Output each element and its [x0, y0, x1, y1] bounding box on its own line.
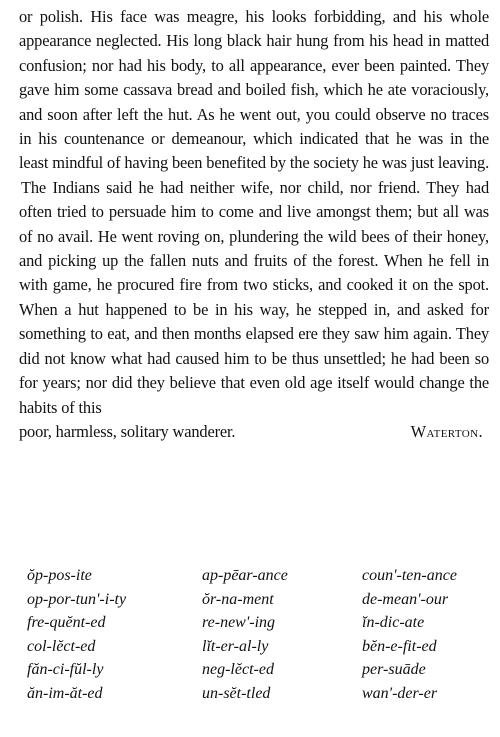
paragraph-2: The Indians said he had neither wife, nor child, nor friend. They had often tried to persuade him to come and live amongst them; but all was of no avail. He went roving on, plundering the wild bees of their honey, and picking up the fallen nuts and fruits of the forest. When he fell in with game, he procured fire from two sticks, and cooked it on the spot. When a hut happened to be in his way, he stepped in, and asked for something to eat, and then months elapsed ere they saw him again. They did not know what had caused him to be thus unsettled; he had been so for years; nor did they believe that even old age itself would change the habits of this: [19, 177, 489, 417]
spelling-word: lĭt-er-al-ly: [202, 637, 269, 655]
spelling-word: ăn-im-ăt-ed: [27, 684, 103, 702]
spelling-word: re-new'-ing: [202, 614, 276, 632]
closing-line: [19, 420, 489, 444]
spelling-word: ĭn-dic-ate: [362, 614, 425, 632]
spelling-word: neg-lĕct-ed: [202, 661, 274, 679]
spelling-word: un-sĕt-tled: [202, 684, 271, 702]
spelling-word: ap-pēar-ance: [202, 567, 288, 584]
spelling-word: de-mean'-our: [362, 590, 449, 608]
spelling-word-list: [27, 566, 487, 703]
reading-passage: [19, 5, 489, 444]
spelling-word: coun'-ten-ance: [362, 567, 457, 584]
spelling-word: per-suāde: [362, 661, 426, 679]
spelling-word: op-por-tun'-i-ty: [27, 590, 127, 608]
paragraph-2-last-line: poor, harmless, solitary wanderer.: [19, 421, 236, 441]
spelling-word: ŏr-na-ment: [202, 590, 274, 608]
spelling-word: făn-ci-fŭl-ly: [27, 661, 104, 679]
spelling-word: bĕn-e-fit-ed: [362, 637, 437, 655]
author-signature: Waterton.: [410, 421, 483, 441]
spelling-word: col-lĕct-ed: [27, 637, 96, 655]
spelling-word: ŏp-pos-ite: [27, 567, 92, 584]
paragraph-1: or polish. His face was meagre, his looks forbidding, and his whole appearance neglected. His long black hair hung from his head in matted confusion; nor had his body, to all appearance, ever been painted. They gave him some cassava bread and boiled fish, which he ate voraciously, and soon after left the hut. As he went out, you could observe no traces in his countenance or demeanour, which indicated that he was in the least mindful of having been benefited by the society he was just leaving.: [19, 7, 490, 173]
spelling-word: fre-quĕnt-ed: [27, 614, 106, 632]
spelling-word: wan'-der-er: [362, 684, 438, 702]
